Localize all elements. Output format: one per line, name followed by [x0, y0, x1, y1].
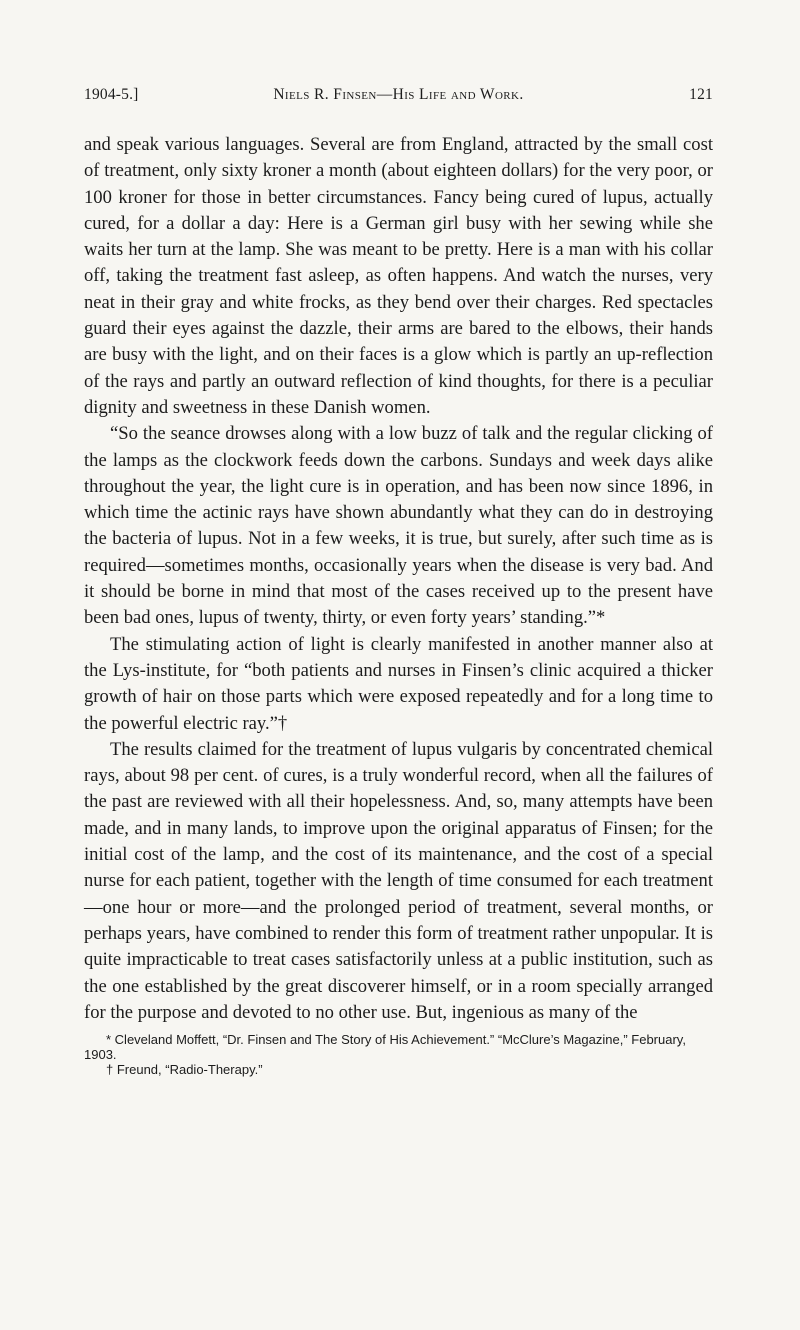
header-years: 1904-5.]	[84, 86, 139, 103]
book-page	[84, 86, 713, 1077]
paragraph-3: The stimulating action of light is clearly manifested in another manner also at the Lys-institute, for “both patients and nurses in Finsen’s clinic acquired a thicker growth of hair on those parts which were exposed repeatedly and for a long time to the powerful electric ray.”†	[84, 633, 713, 734]
paragraph-1: and speak various languages. Several are from England, attracted by the small cost of treatment, only sixty kroner a month (about eighteen dollars) for the very poor, or 100 kroner for those in better circumstances. Fancy being cured of lupus, actually cured, for a dollar a day: Here is a German girl busy with her sewing while she waits her turn at the lamp. She was meant to be pretty. Here is a man with his collar off, taking the treatment fast asleep, as often happens. And watch the nurses, very neat in their gray and white frocks, as they bend over their charges. Red spectacles guard their eyes against the dazzle, their arms are bared to the elbows, their hands are busy with the light, and on their faces is a glow which is partly an up-reflection of the rays and partly an outward reflection of kind thoughts, for there is a peculiar dignity and sweetness in these Danish women.	[84, 134, 713, 418]
footnote-2: † Freund, “Radio-Therapy.”	[106, 1062, 263, 1078]
header-title: Niels R. Finsen—His Life and Work.	[273, 86, 524, 103]
paragraph-4: The results claimed for the treatment of lupus vulgaris by concentrated chemical rays, about 98 per cent. of cures, is a truly wonderful record, when all the failures of the past are reviewed with all their hopelessness. And, so, many attempts have been made, and in many lands, to improve upon the original apparatus of Finsen; for the initial cost of the lamp, and the cost of its maintenance, and the cost of a special nurse for each patient, together with the length of time consumed for each treatment—one hour or more—and the prolonged period of treatment, several months, or perhaps years, have combined to render this form of treatment rather unpopular. It is quite impracticable to treat cases satisfactorily unless at a public institution, such as the one established by the great discoverer himself, or in a room specially arranged for the purpose and devoted to no other use. But, ingenious as many of the	[84, 738, 713, 1023]
paragraph-2: “So the seance drowses along with a low buzz of talk and the regular clicking of the lamps as the clockwork feeds down the carbons. Sundays and week days alike throughout the year, the light cure is in operation, and has been now since 1896, in which time the actinic rays have shown abundantly what they can do in destroying the bacteria of lupus. Not in a few weeks, it is true, but surely, after such time as is required—sometimes months, occasionally years when the disease is very bad. And it should be borne in mind that most of the cases received up to the present have been bad ones, lupus of twenty, thirty, or even forty years’ standing.”*	[84, 423, 713, 629]
running-head	[84, 86, 713, 110]
footnote-1: * Cleveland Moffett, “Dr. Finsen and The Story of His Achievement.” “McClure’s Magazine,” February, 1903.	[84, 1032, 686, 1063]
footnotes	[84, 1032, 713, 1077]
page-number: 121	[689, 86, 713, 103]
body-text	[84, 132, 713, 1026]
